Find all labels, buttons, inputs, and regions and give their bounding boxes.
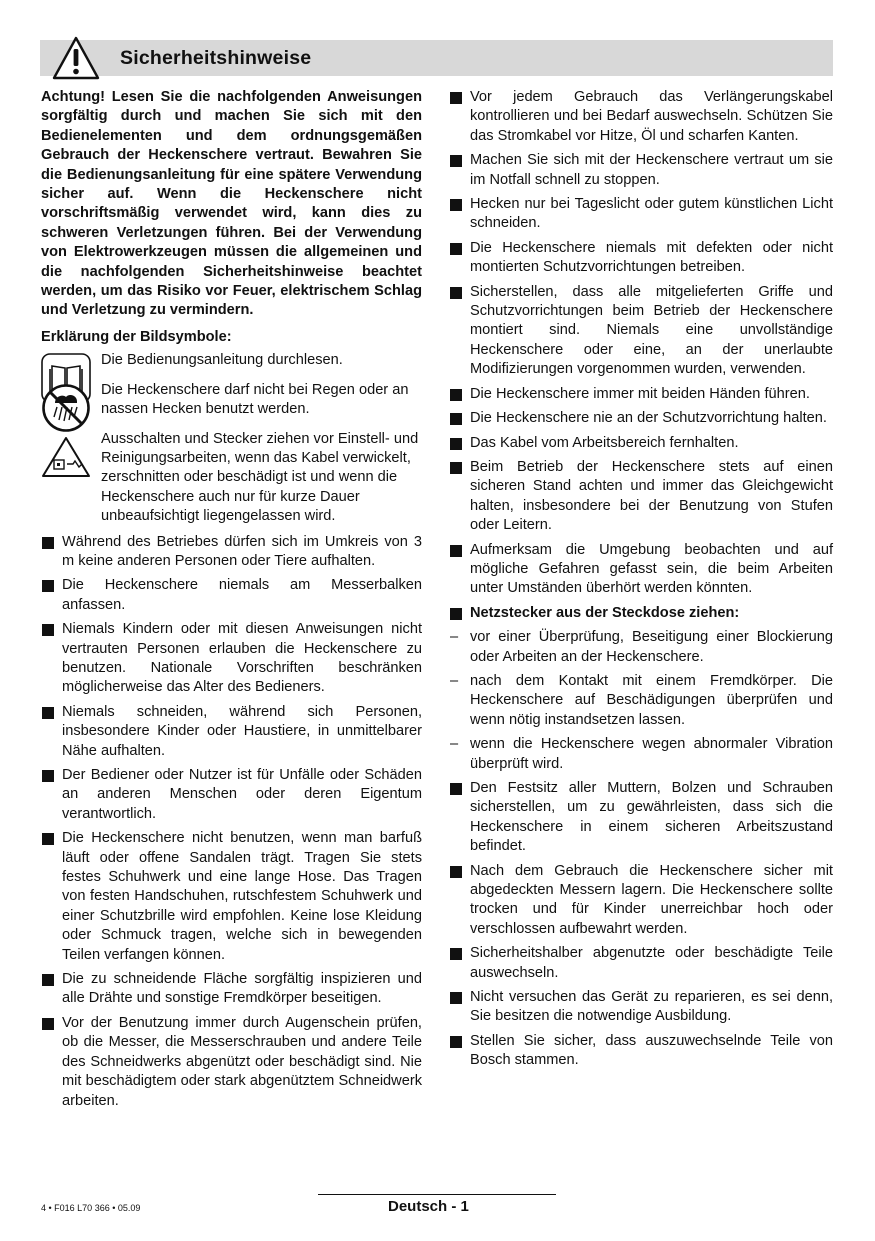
section-header bbox=[40, 40, 833, 76]
list-item: Aufmerksam die Umgebung beobachten und auf mögliche Gefahren gefasst sein, die beim Arbeiten unter Umständen überhört werden könnten. bbox=[449, 541, 833, 599]
dash-item: – wenn die Heckenschere wegen abnormaler Vibration überprüft wird. bbox=[449, 735, 833, 774]
list-item: Nicht versuchen das Gerät zu reparieren, es sei denn, Sie besitzen die notwendige Ausbildung. bbox=[449, 988, 833, 1027]
list-item: Sicherheitshalber abgenutzte oder beschädigte Teile auswechseln. bbox=[449, 944, 833, 983]
intro-warning: Achtung! Lesen Sie die nachfolgenden Anweisungen sorgfältig durch und machen Sie sich mit den Bedienelementen und dem ordnungsgemäßen Gebrauch der Heckenschere vertraut. Bewahren Sie die Bedienungsanleitung für eine spätere Verwendung sicher auf. Wenn die Heckenschere nicht vorschriftsmäßig verwendet wird, kann dies zu schweren Verletzungen führen. Bei der Verwendung von Elektrowerkzeugen müssen die allgemeinen und die nachfolgenden Sicherheitshinweise beachtet werden, um das Risiko vor Feuer, elektrischem Schlag und Verletzung zu vermindern. bbox=[41, 89, 422, 319]
symbol-text-unplug: Ausschalten und Stecker ziehen vor Einstell- und Reinigungsarbeiten, wenn das Kabel verwickelt, zerschnitten oder beschädigt ist und wenn die Heckenschere auch nur für kurze Dauer unbeaufsichtigt liegengelassen wird. bbox=[101, 430, 419, 525]
list-item: Während des Betriebes dürfen sich im Umkreis von 3 m keine anderen Personen oder Tiere aufhalten. bbox=[41, 533, 422, 572]
no-rain-icon bbox=[41, 383, 91, 433]
list-item: Die zu schneidende Fläche sorgfältig inspizieren und alle Drähte und sonstige Fremdkörper beseitigen. bbox=[41, 970, 422, 1009]
left-column bbox=[41, 88, 422, 1116]
list-item: Die Heckenschere nie an der Schutzvorrichtung halten. bbox=[449, 409, 833, 428]
plug-heading: Netzstecker aus der Steckdose ziehen: bbox=[449, 604, 833, 623]
dash-item: – vor einer Überprüfung, Beseitigung einer Blockierung oder Arbeiten an der Heckenschere. bbox=[449, 628, 833, 667]
document-code: 4 • F016 L70 366 • 05.09 bbox=[41, 1203, 141, 1213]
symbol-row-unplug bbox=[41, 430, 422, 527]
list-item: Der Bediener oder Nutzer ist für Unfälle oder Schäden an anderen Menschen oder deren Eigentum verantwortlich. bbox=[41, 766, 422, 824]
symbol-text-manual: Die Bedienungsanleitung durchlesen. bbox=[101, 352, 343, 369]
list-item: Stellen Sie sicher, dass auszuwechselnde Teile von Bosch stammen. bbox=[449, 1032, 833, 1071]
list-item: Niemals schneiden, während sich Personen, insbesondere Kinder oder Haustiere, in unmittelbarer Nähe aufhalten. bbox=[41, 703, 422, 761]
list-item: Vor jedem Gebrauch das Verlängerungskabel kontrollieren und bei Bedarf auswechseln. Schützen Sie das Stromkabel vor Hitze, Öl und scharfen Kanten. bbox=[449, 88, 833, 146]
list-item: Die Heckenschere nicht benutzen, wenn man barfuß läuft oder offene Sandalen trägt. Tragen Sie stets festes Schuhwerk und eine lange Hose. Das Tragen von festen Handschuhen, rutschfestem Schuhwerk und einer Schutzbrille wird empfohlen. Keine lose Kleidung oder Schmuck tragen, welche sich in bewegenden Teilen verfangen können. bbox=[41, 829, 422, 965]
list-item: Beim Betrieb der Heckenschere stets auf einen sicheren Stand achten und immer das Gleichgewicht halten, insbesondere bei der Benutzung von Stufen oder Leitern. bbox=[449, 458, 833, 536]
symbol-text-no-rain: Die Heckenschere darf nicht bei Regen oder an nassen Hecken benutzt werden. bbox=[101, 381, 409, 418]
list-item: Den Festsitz aller Muttern, Bolzen und Schrauben sicherstellen, um zu gewährleisten, dass sich die Heckenschere in einem sicheren Arbeitszustand befindet. bbox=[449, 779, 833, 857]
list-item: Hecken nur bei Tageslicht oder gutem künstlichen Licht schneiden. bbox=[449, 195, 833, 234]
right-column bbox=[449, 88, 833, 1076]
warning-triangle-icon bbox=[52, 36, 100, 80]
footer-rule bbox=[318, 1194, 556, 1195]
unplug-warning-icon bbox=[41, 432, 91, 482]
list-item: Die Heckenschere immer mit beiden Händen führen. bbox=[449, 385, 833, 404]
section-title: Sicherheitshinweise bbox=[120, 47, 312, 69]
list-item: Nach dem Gebrauch die Heckenschere sicher mit abgedeckten Messern lagern. Die Heckenschere sollte trocken und für Kinder unerreichbar hoch oder verschlossen aufbewahrt werden. bbox=[449, 862, 833, 940]
list-item: Niemals Kindern oder mit diesen Anweisungen nicht vertrauten Personen erlauben die Heckenschere zu benutzen. Nationale Vorschriften beschränken möglicherweise das Alter des Bedieners. bbox=[41, 620, 422, 698]
list-item: Das Kabel vom Arbeitsbereich fernhalten. bbox=[449, 434, 833, 453]
symbol-row-no-rain bbox=[41, 381, 422, 420]
dash-item: – nach dem Kontakt mit einem Fremdkörper. Die Heckenschere auf Beschädigungen überprüfen und wenn nötig instandsetzen lassen. bbox=[449, 672, 833, 730]
page-label: Deutsch - 1 bbox=[388, 1198, 469, 1215]
symbols-heading: Erklärung der Bildsymbole: bbox=[41, 328, 232, 345]
list-item: Die Heckenschere niemals am Messerbalken anfassen. bbox=[41, 576, 422, 615]
list-item: Die Heckenschere niemals mit defekten oder nicht montierten Schutzvorrichtungen betreiben. bbox=[449, 239, 833, 278]
list-item: Sicherstellen, dass alle mitgelieferten Griffe und Schutzvorrichtungen beim Betrieb der Heckenschere montiert sind. Niemals eine unvollständige Heckenschere oder eine, an der unerlaubte Modifizierungen vorgenommen wurden, verwenden. bbox=[449, 283, 833, 380]
list-item: Vor der Benutzung immer durch Augenschein prüfen, ob die Messer, die Messerschrauben und andere Teile des Schneidwerks abgenützt oder beschädigt sind. Nie mit beschädigtem oder stark abgenütztem Schneidwerk arbeiten. bbox=[41, 1014, 422, 1111]
list-item: Machen Sie sich mit der Heckenschere vertraut um sie im Notfall schnell zu stoppen. bbox=[449, 151, 833, 190]
symbol-row-manual bbox=[41, 351, 422, 370]
